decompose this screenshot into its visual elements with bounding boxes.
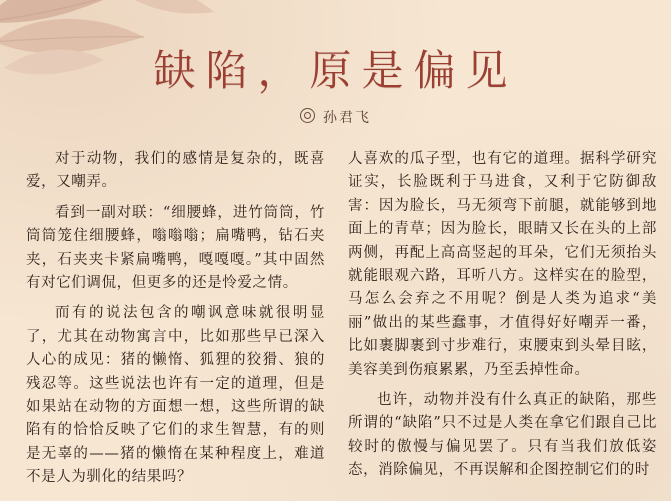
paragraph: 人喜欢的瓜子型，也有它的道理。据科学研究证实，长脸既利于马进食，又利于它防御敌害：因为脸长，马无须弯下前腿，就能够到地面上的青草；因为脸长，眼睛又长在头的上部两侧，再配上高高竖起的耳朵，它们无须抬头就能眼观六路，耳听八方。这样实在的脸型，马怎么会弃之不用呢？倒是人类为追求“美丽”做出的某些蠢事，才值得好好嘲弄一番，比如裹脚裹到寸步难行，束腰束到头晕目眩，美容美到伤痕累累，乃至丢掉性命。	[348, 151, 657, 378]
right-column	[348, 148, 657, 483]
author-name: 孙君飞	[323, 110, 371, 126]
paragraph: 对于动物，我们的感情是复杂的，既喜爱，又嘲弄。	[26, 151, 325, 191]
left-column	[26, 148, 325, 490]
byline-circle-icon	[300, 108, 315, 123]
paragraph: 也许，动物并没有什么真正的缺陷，那些所谓的“缺陷”只不过是人类在拿它们跟自己比较时的傲慢与偏见罢了。只有当我们放低姿态，消除偏见，不再误解和企图控制它们的时	[348, 392, 657, 479]
paragraph: 而有的说法包含的嘲讽意味就很明显了，尤其在动物寓言中，比如那些早已深入人心的成见：猪的懒惰、狐狸的狡猾、狼的残忍等。这些说法也许有一定的道理，但是如果站在动物的方面想一想，这些所谓的缺陷有的恰恰反映了它们的求生智慧，有的则是无辜的——猪的懒惰在某种程度上，难道不是人为驯化的结果吗？	[26, 305, 325, 486]
article-title: 缺陷，原是偏见	[153, 46, 518, 95]
byline	[0, 107, 671, 127]
paragraph: 看到一副对联：“细腰蜂，进竹筒筒，竹筒筒笼住细腰蜂，嗡嗡嗡；扁嘴鸭，钻石夹夹，石夹夹卡紧扁嘴鸭，嘎嘎嘎。”其中固然有对它们调侃，但更多的还是怜爱之情。	[26, 204, 325, 292]
